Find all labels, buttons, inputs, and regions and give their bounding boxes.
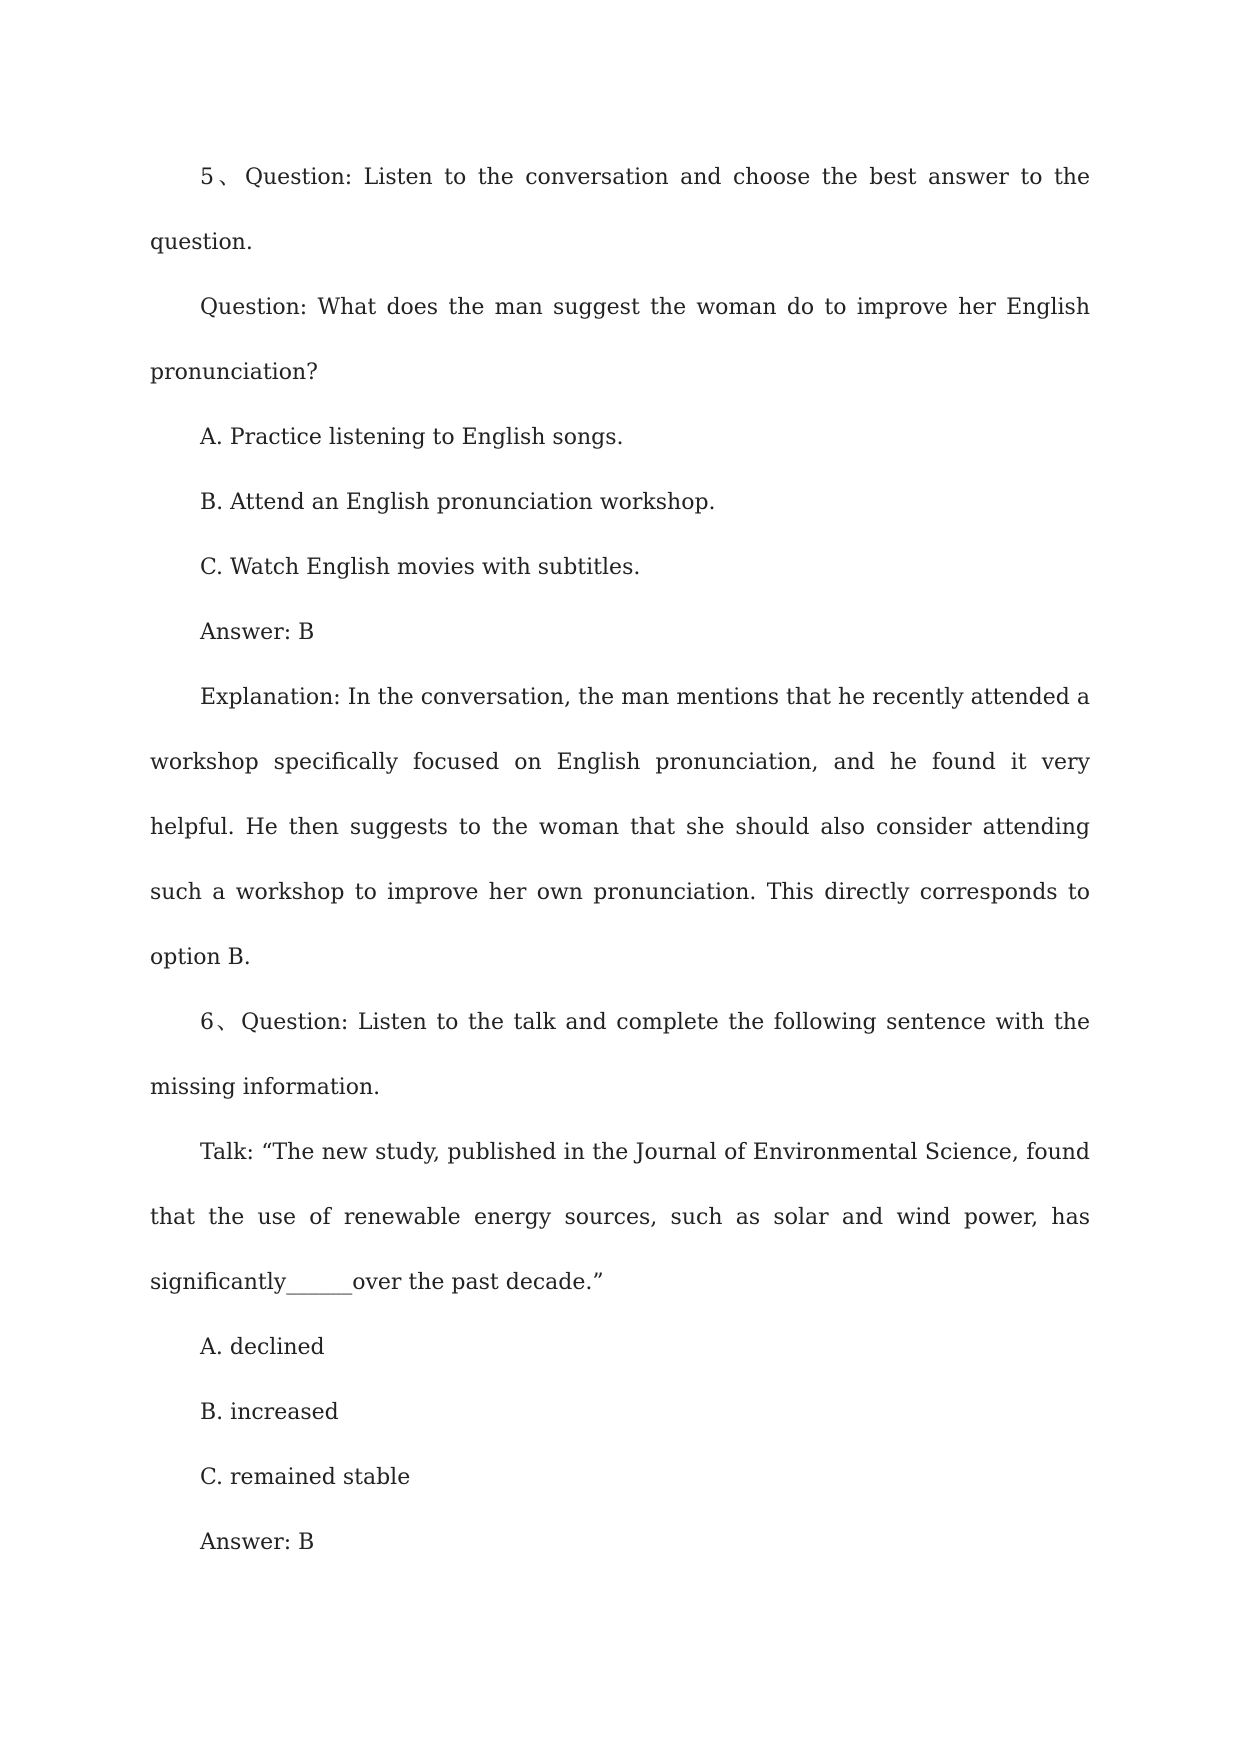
q6-option-b: B. increased bbox=[200, 1400, 339, 1425]
q6-option-c: C. remained stable bbox=[200, 1465, 411, 1490]
q5-explanation: Explanation: In the conversation, the man mentions that he recently attended a workshop specifically focused on English pronunciation, and he found it very helpful. He then suggests to the woman that she should also consider attending such a workshop to improve her own pronunciation. This directly corresponds to option B. bbox=[150, 685, 1090, 970]
q5-option-b: B. Attend an English pronunciation workshop. bbox=[200, 490, 716, 515]
q6-answer: Answer: B bbox=[200, 1530, 315, 1555]
document-body bbox=[150, 145, 1090, 1575]
q5-option-c: C. Watch English movies with subtitles. bbox=[200, 555, 641, 580]
q6-prompt: 6、Question: Listen to the talk and complete the following sentence with the missing information. bbox=[150, 1010, 1090, 1100]
q5-answer: Answer: B bbox=[200, 620, 315, 645]
q6-talk: Talk: “The new study, published in the Journal of Environmental Science, found that the use of renewable energy sources, such as solar and wind power, has significantly______over the past decade.” bbox=[150, 1140, 1090, 1295]
q6-option-a: A. declined bbox=[200, 1335, 325, 1360]
q5-question: Question: What does the man suggest the woman do to improve her English pronunciation? bbox=[150, 295, 1090, 385]
q5-option-a: A. Practice listening to English songs. bbox=[200, 425, 624, 450]
q5-prompt: 5、Question: Listen to the conversation and choose the best answer to the question. bbox=[150, 165, 1090, 255]
